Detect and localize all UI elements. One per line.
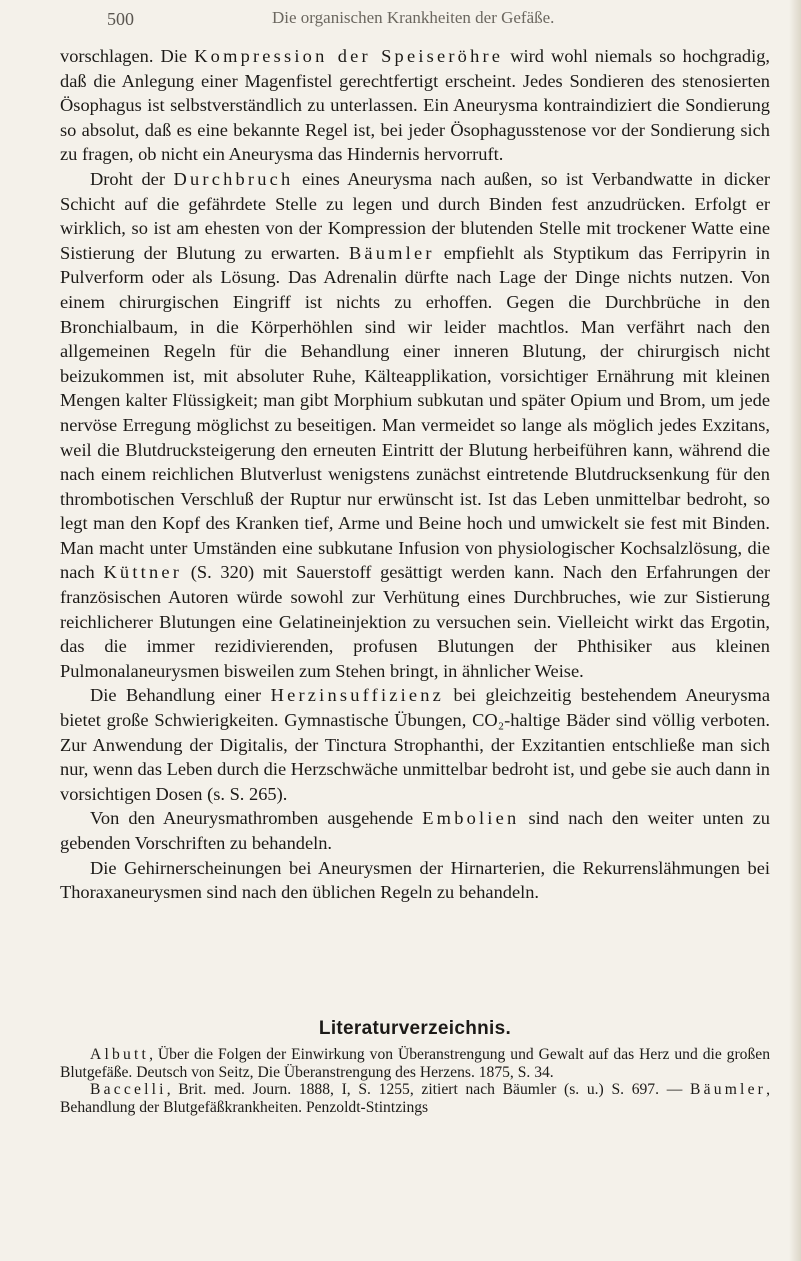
text-run: bei gleichzeitig bestehendem Aneurysma bietet große Schwierigkeiten. Gymnastische Übungen, CO₂-haltige Bäder sind völlig verboten. Zur Anwendung der Digitalis, der Tinctura Strophanthi, der Exzitantien entschließe man sich nur, wenn das Leben durch die Herzschwäche unmittelbar bedroht ist, und gebe sie auch dann in vorsichtigen Dosen (s. S. 265). xyxy=(60,685,770,804)
text-run: eines Aneurysma nach außen, so ist Verbandwatte in dicker Schicht auf die gefährdete Stelle zu legen und durch Binden fest anzudrücken. Erfolgt er wirklich, so ist am ehesten von der Kompression der blutenden Stelle mit trockener Watte eine Sistierung der Blutung zu erwarten. xyxy=(60,168,770,263)
author-name: Albutt xyxy=(90,1046,150,1063)
references-heading: Literaturverzeichnis. xyxy=(318,1018,512,1039)
spaced-term: Embolien xyxy=(422,808,520,829)
spaced-term: Durchbruch xyxy=(173,168,294,189)
page-edge-shadow xyxy=(789,0,801,1261)
spaced-term: Kompression der Speiseröhre xyxy=(194,46,504,66)
paragraph-durchbruch xyxy=(60,167,770,683)
paragraph-gehirnerscheinungen: Die Gehirnerscheinungen bei Aneurysmen der Hirnarterien, die Rekurrenslähmungen bei Thoraxaneurysmen sind nach den üblichen Regeln zu behandeln. xyxy=(60,857,770,903)
author-name: Küttner xyxy=(103,562,183,583)
running-head: Die organischen Krankheiten der Gefäße. xyxy=(272,8,555,27)
spaced-term: Herzinsuffizienz xyxy=(270,685,445,706)
reference-text: , Behandlung der Blutgefäßkrankheiten. Penzoldt-Stintzings xyxy=(60,1081,770,1116)
paragraph-herzinsuffizienz xyxy=(60,683,770,806)
author-name: Bäumler xyxy=(348,242,435,263)
reference-entry xyxy=(60,1081,770,1116)
text-run: Die Behandlung einer xyxy=(90,685,271,706)
text-run: sind nach den weiter unten zu gebenden Vorschriften zu behandeln. xyxy=(60,808,770,853)
paragraph-speiseroehre xyxy=(60,44,770,167)
author-name: Bäumler xyxy=(689,1081,767,1098)
references-list xyxy=(60,1046,770,1116)
text-run: empfiehlt als Styptikum das Ferripyrin in Pulverform oder als Lösung. Das Adrenalin dürfte nach Lage der Dinge nichts nutzen. Von einem chirurgischen Eingriff ist nichts zu erhoffen. Gegen die Durchbrüche in den Bronchialbaum, in die Körperhöhlen sind wir leider machtlos. Man verfährt nach den allgemeinen Regeln für die Behandlung einer inneren Blutung, der chirurgisch nicht beizukommen ist, mit absoluter Ruhe, Kälteapplikation, vorsichtiger Ernährung mit kleinen Mengen kalter Flüssigkeit; man gibt Morphium subkutan und später Opium und Brom, um jede nervöse Erregung möglichst zu beseitigen. Man vermeidet so lange als möglich jedes Exzitans, weil die Blutdrucksteigerung den erneuten Eintritt der Blutung herbeiführen kann, während die nach einem reichlichen Blutverlust wenigstens zunächst eintretende Blutdrucksenkung für den thrombotischen Verschluß der Ruptur nur erwünscht ist. Ist das Leben unmittelbar bedroht, so legt man den Kopf des Kranken tief, Arme und Beine hoch und umwickelt sie fest mit Binden. Man macht unter Umständen eine subkutane Infusion von physiologischer Kochsalzlösung, die nach xyxy=(60,242,770,583)
page-header xyxy=(107,2,767,36)
reference-text: , Brit. med. Journ. 1888, I, S. 1255, zitiert nach Bäumler (s. u.) S. 697. — xyxy=(166,1081,690,1098)
body-text xyxy=(60,44,770,905)
text-run: wird wohl niemals so hochgradig, daß die Anlegung einer Magenfistel gerechtfertigt erscheint. Jedes Sondieren des stenosierten Ösophagus ist selbstverständlich zu unterlassen. Ein Aneurysma kontraindiziert die Sondierung so absolut, daß es eine bekannte Regel ist, bei jeder Ösophagusstenose vor der Sondierung sich zu fragen, ob nicht ein Aneurysma das Hindernis hervorruft. xyxy=(60,46,770,165)
text-run: (S. 320) mit Sauerstoff gesättigt werden kann. Nach den Erfahrungen der französischen Autoren würde sowohl zur Verhütung eines Durchbruches, wie zur Sistierung reichlicherer Blutungen eine Gelatineinjektion zu versuchen sein. Vielleicht wirkt das Ergotin, das die immer rezidivierenden, profusen Blutungen der Phthisiker aus kleinen Pulmonalaneurysmen bisweilen zum Stehen bringt, in ähnlicher Weise. xyxy=(60,562,770,681)
text-run: Droht der xyxy=(90,168,174,189)
text-run: vorschlagen. Die xyxy=(60,46,195,66)
text-run: Von den Aneurysmathromben ausgehende xyxy=(90,808,423,829)
reference-text: , Über die Folgen der Einwirkung von Überanstrengung und Gewalt auf das Herz und die großen Blutgefäße. Deutsch von Seitz, Die Überanstrengung des Herzens. 1875, S. 34. xyxy=(60,1046,770,1081)
author-name: Baccelli xyxy=(90,1081,167,1098)
reference-entry xyxy=(60,1046,770,1081)
paragraph-embolien xyxy=(60,806,770,855)
page-number: 500 xyxy=(107,8,134,29)
